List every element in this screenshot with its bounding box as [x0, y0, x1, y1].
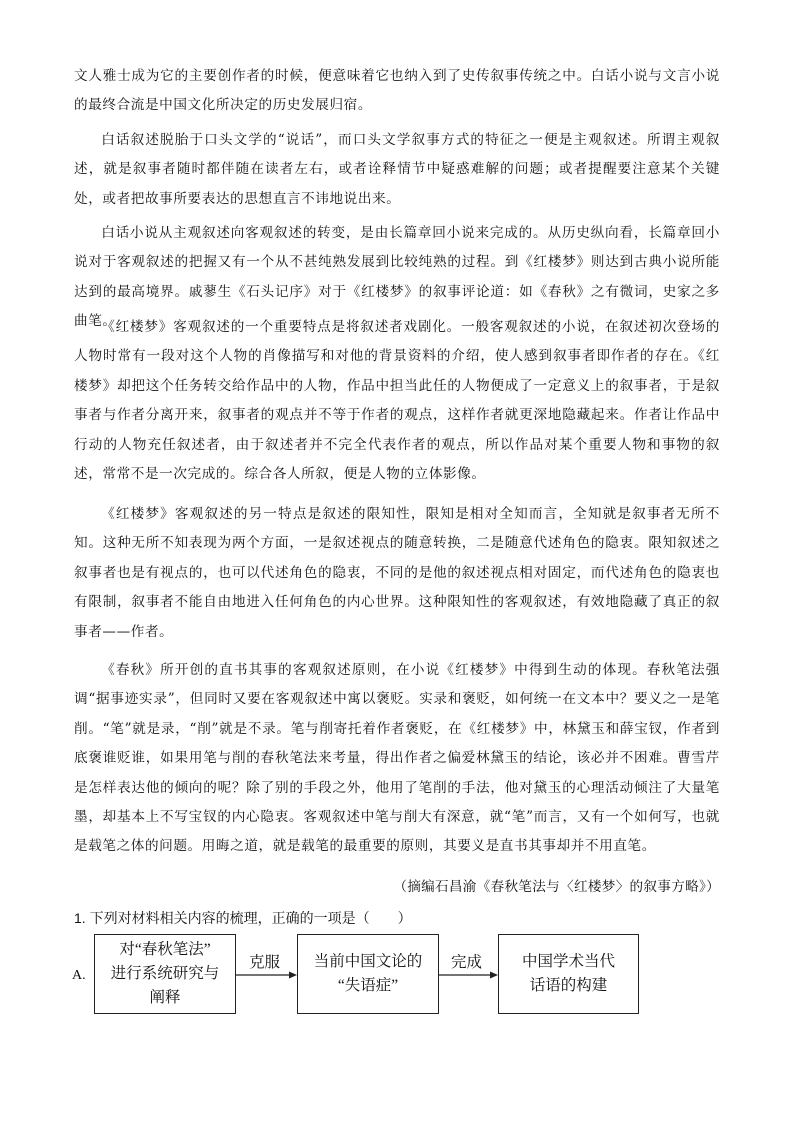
flow-box-2: [297, 934, 439, 1014]
flow-box-3-line-2: 话语的构建: [529, 977, 608, 994]
paragraph-4: 《红楼梦》客观叙述的一个重要特点是将叙述者戏剧化。一般客观叙述的小说，在叙述初次登场的人物时常有一段对这个人物的肖像描写和对他的背景资料的介绍，使人感到叙事者即作者的存在。《红楼梦》却把这个任务转交给作品中的人物，作品中担当此任的人物便成了一定意义上的叙事者，于是叙事者与作者分离开来，叙事者的观点并不等于作者的观点，这样作者就更深地隐藏起来。作者让作品中行动的人物充任叙述者，由于叙述者并不完全代表作者的观点，所以作品对某个重要人物和事物的叙述，常常不是一次完成的。综合各人所叙，便是人物的立体影像。: [74, 319, 720, 483]
flow-box-1: [94, 934, 236, 1014]
option-a-label: A.: [72, 968, 86, 983]
paragraph-6: 《春秋》所开创的直书其事的客观叙述原则，在小说《红楼梦》中得到生动的体现。春秋笔法强调“据事迹实录”，但同时又要在客观叙述中寓以褒贬。实录和褒贬，如何统一在文本中？要义之一是笔削。“笔”就是录，“削”就是不录。笔与削寄托着作者褒贬，在《红楼梦》中，林黛玉和薛宝钗，作者到底褒谁贬谁，如果用笔与削的春秋笔法来考量，得出作者之偏爱林黛玉的结论，该必并不困难。曹雪芹是怎样表达他的倾向的呢？除了别的手段之外，他用了笔削的手法，他对黛玉的心理活动倾注了大量笔墨，却基本上不写宝钗的内心隐衷。客观叙述中笔与削大有深意，就“笔”而言，又有一个如何写，也就是载笔之体的问题。用晦之道，就是载笔的最重要的原则，其要义是直书其事却并不用直笔。: [74, 662, 720, 855]
paragraph-3: 白话小说从主观叙述向客观叙述的转变，是由长篇章回小说来完成的。从历史纵向看，长篇章回小说对于客观叙述的把握又有一个从不甚纯熟发展到比较纯熟的过程。到《红楼梦》则达到古典小说所能达到的最高境界。戚蓼生《石头记序》对于《红楼梦》的叙事评论道：如《春秋》之有微词，史家之多曲笔。: [74, 225, 720, 330]
source-citation: （摘编石昌渝《春秋笔法与〈红楼梦〉的叙事方略》）: [393, 879, 720, 895]
flow-box-1-line-1: 对“春秋笔法”: [119, 941, 211, 958]
flow-box-1-line-2: 进行系统研究与: [110, 965, 220, 982]
paragraph-1: 文人雅士成为它的主要创作者的时候，便意味着它也纳入到了史传叙事传统之中。白话小说与文言小说的最终合流是中国文化所决定的历史发展归宿。: [74, 68, 720, 114]
flow-box-3: [498, 934, 639, 1014]
flow-box-1-line-3: 阐释: [149, 989, 181, 1006]
arrow-head-2: [490, 972, 498, 979]
paragraph-5: 《红楼梦》客观叙述的另一特点是叙述的限知性，限知是相对全知而言，全知就是叙事者无所不知。这种无所不知表现为两个方面，一是叙述视点的随意转换，二是随意代述角色的隐衷。限知叙述之叙事者也是有视点的，也可以代述角色的隐衷，不同的是他的叙述视点相对固定，而代述角色的隐衷也有限制，叙事者不能自由地进入任何角色的内心世界。这种限知性的客观叙述，有效地隐藏了真正的叙事者——作者。: [74, 506, 720, 640]
arrow-label-1: 克服: [249, 954, 281, 971]
flow-box-3-line-1: 中国学术当代: [521, 953, 615, 970]
paragraph-2: 白话叙述脱胎于口头文学的“说话”，而口头文学叙事方式的特征之一便是主观叙述。所谓主观叙述，就是叙事者随时都伴随在读者左右，或者诠释情节中疑惑难解的问题；或者提醒要注意某个关键处，或者把故事所要表达的思想直言不讳地说出来。: [74, 132, 720, 207]
arrow-label-2: 完成: [451, 954, 483, 971]
arrow-head-1: [289, 972, 297, 979]
question-1: 1. 下列对材料相关内容的梳理，正确的一项是（ ）: [74, 910, 412, 926]
flow-box-2-line-2: “失语症”: [337, 977, 399, 994]
flow-box-2-line-1: 当前中国文论的: [313, 953, 423, 970]
